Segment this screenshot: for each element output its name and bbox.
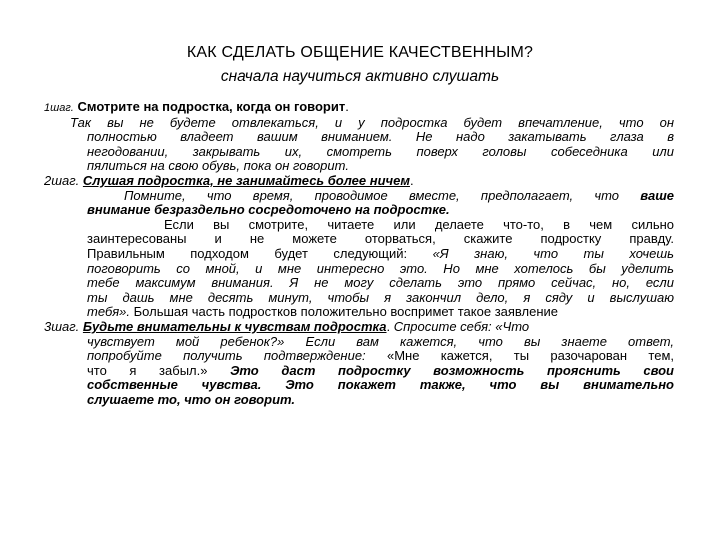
step2-p1-bold-a: ваше (640, 188, 674, 203)
step2-heading-end: . (409, 173, 414, 188)
step1-heading: Смотрите на подростка, когда он говорит (77, 100, 346, 114)
document-body (44, 100, 674, 407)
step3-line-1: чувствует мой ребенок?» Если вам кажется, что вы знаете ответ, (87, 334, 674, 349)
step2-heading: Слушая подростка, не занимайтесь более ничем (82, 173, 410, 188)
step1-line-3: негодовании, закрывать их, смотреть поверх головы собеседника или (87, 144, 674, 159)
step3-line-2-text: попробуйте получить подтверждение: (87, 349, 366, 364)
step1-label: 1шаг. (44, 102, 74, 114)
step3-lead: Спросите себя: «Что (393, 319, 530, 334)
step3-label: 3шаг. (44, 319, 80, 334)
step2-closing: Большая часть подростков положительно воспримет такое заявление (130, 305, 559, 320)
step1-line-2: полностью владеет вашим вниманием. Не надо закатывать глаза в (87, 130, 674, 145)
step3-normal-a: «Мне кажется, ты разочарован тем, (387, 349, 674, 364)
step2-p1-line-1 (44, 189, 674, 204)
step2-p1-line-2: внимание безраздельно сосредоточено на подростке. (87, 203, 450, 218)
step1-line-1: Так вы не будете отвлекаться, и у подростка будет впечатление, что он (70, 115, 674, 130)
step1-heading-end: . (345, 100, 349, 114)
step2-quote-end: тебя». (87, 305, 131, 320)
step3-heading: Будьте внимательны к чувствам подростка (82, 319, 387, 334)
step2-heading-line (44, 174, 674, 189)
step1-heading-line (44, 100, 674, 116)
step3-heading-end: . (386, 319, 391, 334)
step3-line-2 (44, 349, 674, 364)
page-title: КАК СДЕЛАТЬ ОБЩЕНИЕ КАЧЕСТВЕННЫМ? (186, 44, 534, 61)
step3-heading-line (44, 320, 674, 335)
step2-quote-line-1: поговорить со мной, и мне интересно это. Но мне хотелось бы уделить (87, 261, 674, 276)
step2-p2-line-3-text: Правильным подходом будет следующий: (87, 246, 408, 261)
step2-p2-line-1: Если вы смотрите, читаете или делаете что-то, в чем сильно (164, 217, 674, 232)
step3-bold-line-1: собственные чувства. Это покажет также, что вы внимательно (87, 378, 674, 393)
step3-line-3 (44, 364, 674, 379)
step3-bold-a: Это даст подростку возможность прояснить свои (230, 363, 674, 378)
step2-p1-lead: Помните, что время, проводимое вместе, предполагает, что (124, 188, 620, 203)
step2-p2-line-2: заинтересованы и не можете оторваться, скажите подростку правду. (87, 232, 674, 247)
step1-line-4: пялиться на свою обувь, пока он говорит. (87, 159, 349, 174)
page-subtitle: сначала научиться активно слушать (220, 68, 500, 85)
step2-quote-line-3: ты дашь мне десять минут, чтобы я закончил дело, я сяду и выслушаю (87, 290, 674, 305)
step2-quote-line-2: тебе максимум внимания. Я не могу сделать это прямо сейчас, но, если (87, 276, 674, 291)
step2-p2-line-3 (44, 247, 674, 262)
step2-closing-line (44, 305, 674, 320)
step3-normal-b: что я забыл.» (87, 363, 208, 378)
step2-label: 2шаг. (44, 173, 80, 188)
step3-bold-line-2: слушаете то, что он говорит. (87, 392, 296, 407)
step2-quote-start: «Я знаю, что ты хочешь (432, 246, 674, 261)
